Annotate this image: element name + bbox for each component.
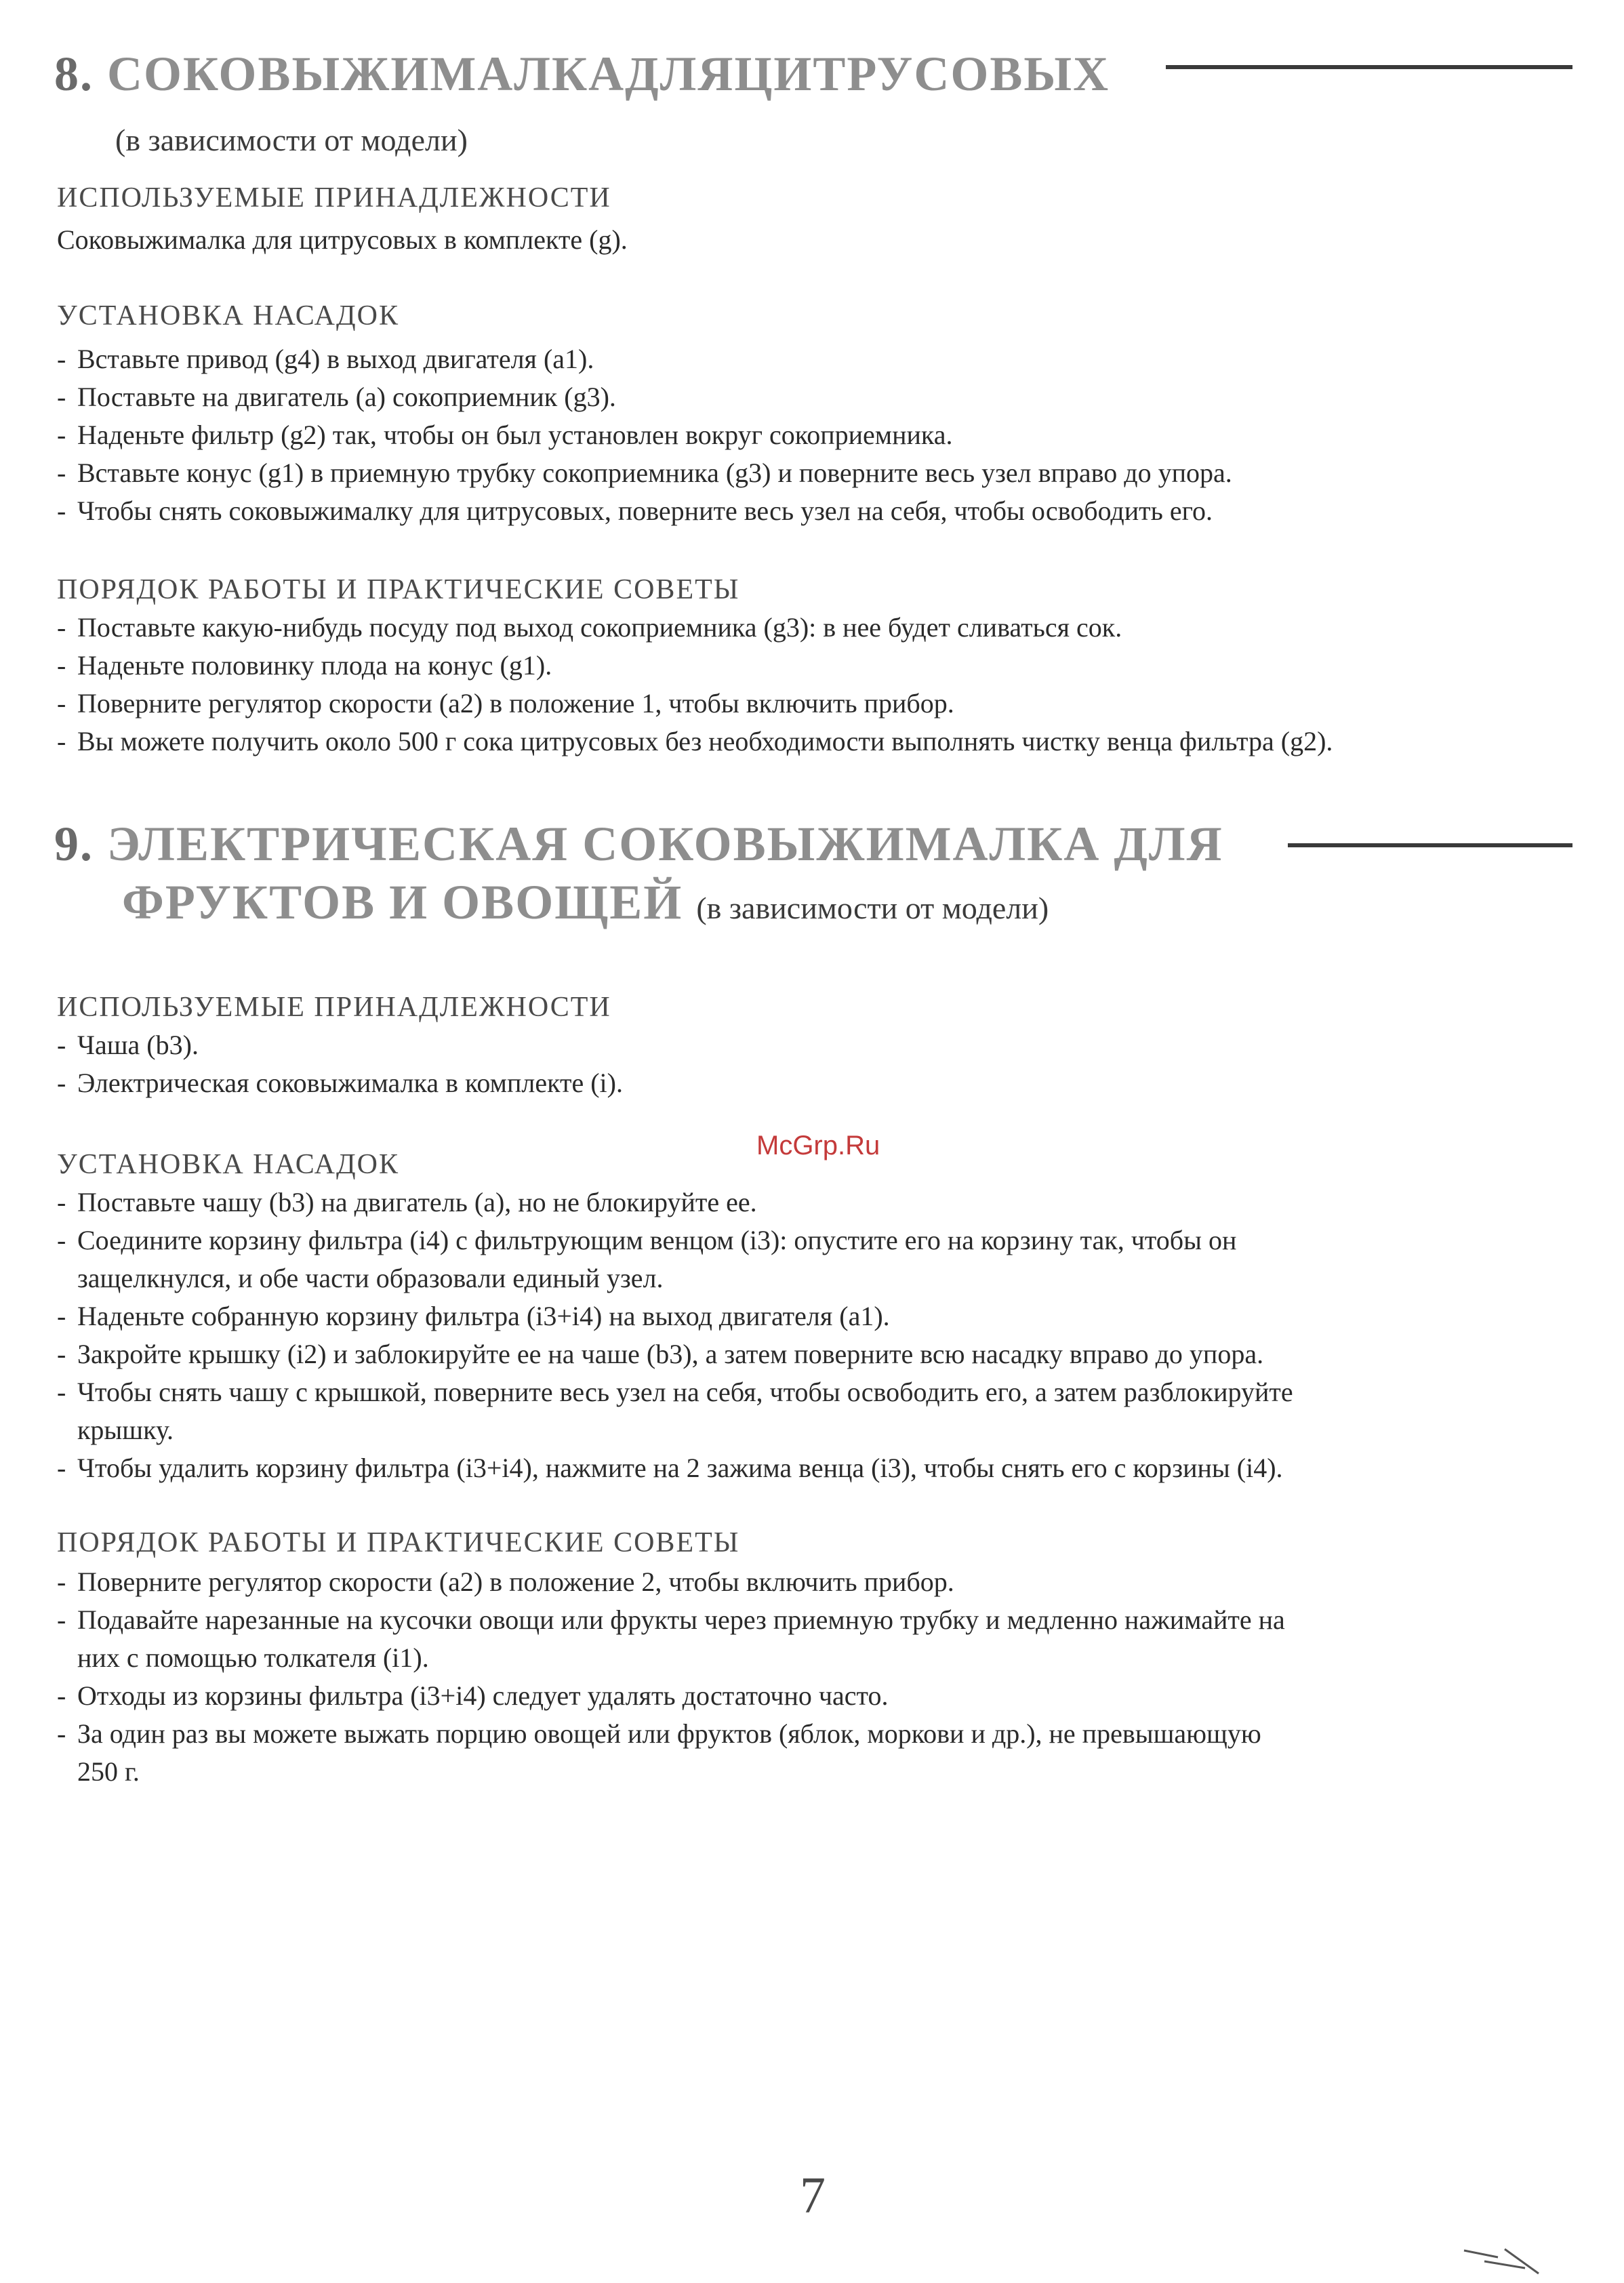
list-item: - Поставьте на двигатель (a) сокоприемник (g3).	[57, 382, 616, 412]
section-8-accessories-heading: ИСПОЛЬЗУЕМЫЕ ПРИНАДЛЕЖНОСТИ	[57, 182, 611, 214]
section-9-title-line2-row	[122, 874, 1049, 931]
list-item: - Наденьте собранную корзину фильтра (i3+i4) на выход двигателя (a1).	[57, 1301, 890, 1331]
section-8-installation-list	[57, 340, 1575, 530]
list-item: - Вы можете получить около 500 г сока цитрусовых без необходимости выполнять чистку венца фильтра (g2).	[57, 726, 1333, 756]
list-item: - Чтобы удалить корзину фильтра (i3+i4), нажмите на 2 зажима венца (i3), чтобы снять его с корзины (i4).	[57, 1453, 1283, 1483]
section-9-installation-heading: УСТАНОВКА НАСАДОК	[57, 1149, 399, 1180]
list-item: - Подавайте нарезанные на кусочки овощи или фрукты через приемную трубку и медленно нажимайте на них с помощью толкателя (i1).	[57, 1604, 1285, 1673]
section-8-operation-list	[57, 609, 1575, 761]
section-8-installation-heading: УСТАНОВКА НАСАДОК	[57, 300, 399, 331]
list-item: - Наденьте половинку плода на конус (g1).	[57, 650, 552, 681]
section-9-title	[54, 816, 1223, 872]
list-item: - Отходы из корзины фильтра (i3+i4) следует удалять достаточно часто.	[57, 1680, 889, 1711]
section-9-operation-list	[57, 1563, 1575, 1791]
section-8-accessories-text: Соковыжималка для цитрусовых в комплекте (g).	[57, 224, 628, 255]
list-item: - Чтобы снять соковыжималку для цитрусовых, поверните весь узел на себя, чтобы освободить его.	[57, 496, 1213, 526]
section-8-title-text: СОКОВЫЖИМАЛКАДЛЯЦИТРУСОВЫХ	[107, 47, 1110, 101]
watermark-link[interactable]: McGrp.Ru	[756, 1131, 880, 1160]
section-9-title-rule	[1288, 843, 1572, 847]
list-item: - Поставьте чашу (b3) на двигатель (a), но не блокируйте ее.	[57, 1187, 757, 1217]
section-8-title	[54, 46, 1110, 102]
list-item: - Чтобы снять чашу с крышкой, поверните весь узел на себя, чтобы освободить его, а затем разблокируйте крышку.	[57, 1377, 1293, 1445]
page-number: 7	[800, 2167, 826, 2224]
section-9-subtitle: (в зависимости от модели)	[696, 891, 1049, 925]
section-8-title-rule	[1166, 65, 1572, 69]
list-item: - Соедините корзину фильтра (i4) с фильтрующим венцом (i3): опустите его на корзину так, чтобы он защелкнулся, и обе части образовали единый узел.	[57, 1225, 1237, 1293]
list-item: - Наденьте фильтр (g2) так, чтобы он был установлен вокруг сокоприемника.	[57, 420, 953, 450]
section-9-accessories-list	[57, 1026, 1575, 1102]
list-item: - Закройте крышку (i2) и заблокируйте ее на чаше (b3), а затем поверните всю насадку вправо до упора.	[57, 1339, 1264, 1369]
scan-artifact-icon	[1457, 2237, 1545, 2278]
list-item: - Поверните регулятор скорости (a2) в положение 1, чтобы включить прибор.	[57, 688, 954, 719]
section-8-subtitle: (в зависимости от модели)	[115, 123, 468, 157]
section-8-operation-heading: ПОРЯДОК РАБОТЫ И ПРАКТИЧЕСКИЕ СОВЕТЫ	[57, 574, 740, 605]
list-item: - Вставьте конус (g1) в приемную трубку сокоприемника (g3) и поверните весь узел вправо до упора.	[57, 458, 1232, 488]
list-item: - Поставьте какую-нибудь посуду под выход сокоприемника (g3): в нее будет сливаться сок.	[57, 612, 1122, 643]
section-9-title-line1: ЭЛЕКТРИЧЕСКАЯ СОКОВЫЖИМАЛКА ДЛЯ	[107, 817, 1223, 871]
section-9-operation-heading: ПОРЯДОК РАБОТЫ И ПРАКТИЧЕСКИЕ СОВЕТЫ	[57, 1527, 740, 1558]
list-item: - Чаша (b3).	[57, 1030, 199, 1060]
list-item: - Вставьте привод (g4) в выход двигателя (a1).	[57, 344, 594, 374]
section-8-number: 8.	[54, 47, 94, 101]
list-item: - Поверните регулятор скорости (a2) в положение 2, чтобы включить прибор.	[57, 1567, 954, 1597]
section-9-number: 9.	[54, 817, 94, 871]
section-9-title-line2: ФРУКТОВ И ОВОЩЕЙ	[122, 875, 683, 929]
list-item: - Электрическая соковыжималка в комплекте (i).	[57, 1068, 623, 1098]
section-9-accessories-heading: ИСПОЛЬЗУЕМЫЕ ПРИНАДЛЕЖНОСТИ	[57, 992, 611, 1023]
list-item: - За один раз вы можете выжать порцию овощей или фруктов (яблок, моркови и др.), не превышающую 250 г.	[57, 1718, 1261, 1787]
section-9-installation-list	[57, 1184, 1575, 1487]
